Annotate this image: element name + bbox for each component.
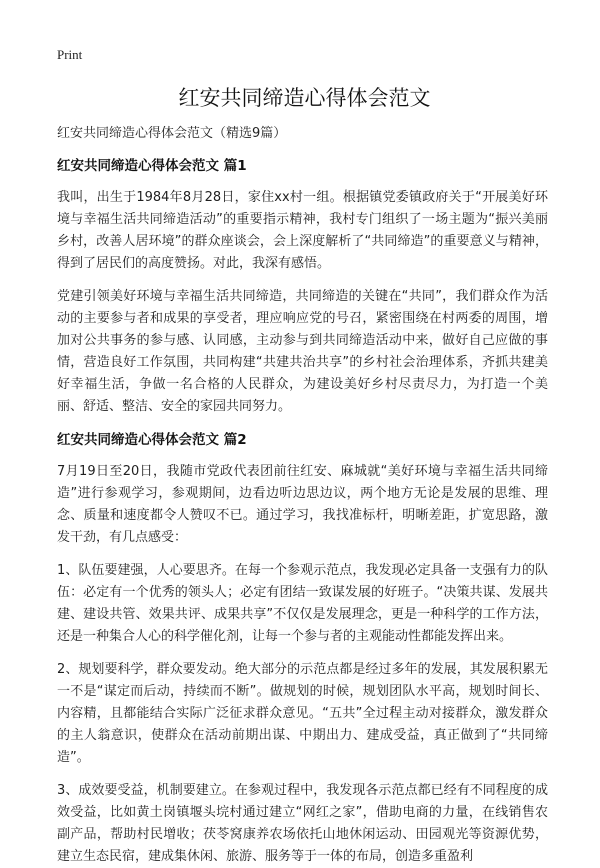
paragraph: 2、规划要科学，群众要发动。绝大部分的示范点都是经过多年的发展，其发展积累无一不是“谋定而后动，持续而不断”。做规划的时候，规划团队水平高，规划时间长、内容精，且都能结合实际广泛征求群众意见。“五共”全过程主动对接群众，激发群众的主人翁意识，使群众在活动前期出谋、中期出力、建成受益，真正做到了“共同缔造”。 <box>57 662 548 765</box>
section-heading: 红安共同缔造心得体会范文 篇2 <box>57 432 247 448</box>
paragraph: 7月19日至20日，我随市党政代表团前往红安、麻城就“美好环境与幸福生活共同缔造”进行参观学习，参观期间，边看边听边思边议，两个地方无论是发展的思维、理念、质量和速度都令人赞叹不已。通过学习，我找准标杆，明晰差距，扩宽思路，激发干劲，有几点感受： <box>57 464 548 545</box>
section-2 <box>57 430 548 868</box>
paragraph: 3、成效要受益，机制要建立。在参观过程中，我发现各示范点都已经有不同程度的成效受益，比如黄土岗镇堰头垸村通过建立“网红之家”，借助电商的力量，在线销售农副产品，帮助村民增收；茯苓窝康养农场依托山地休闲运动、田园观光等资源优势，建立生态民宿，建成集休闲、旅游、服务等于一体的布局，创造多重盈利 <box>57 783 548 864</box>
paragraph: 党建引领美好环境与幸福生活共同缔造，共同缔造的关键在“共同”，我们群众作为活动的主要参与者和成果的享受者，理应响应党的号召，紧密围绕在村两委的周围，增加对公共事务的参与感、认同感，主动参与到共同缔造活动中来，做好自己应做的事情，营造良好工作氛围，共同构建“共建共治共享”的乡村社会治理体系，齐抓共建美好幸福生活，争做一名合格的人民群众，为建设美好乡村尽责尽力，为打造一个美丽、舒适、整洁、安全的家园共同努力。 <box>57 289 548 414</box>
paragraph: 我叫，出生于1984年8月28日，家住xx村一组。根据镇党委镇政府关于“开展美好环境与幸福生活共同缔造活动”的重要指示精神，我村专门组织了一场主题为“振兴美丽乡村，改善人居环境”的群众座谈会，会上深度解析了“共同缔造”的重要意义与精神，得到了居民们的高度赞扬。对此，我深有感悟。 <box>57 190 548 271</box>
section-heading: 红安共同缔造心得体会范文 篇1 <box>57 158 247 174</box>
print-label: Print <box>57 47 83 62</box>
paragraph: 1、队伍要建强，人心要思齐。在每一个参观示范点，我发现必定具备一支强有力的队伍：必定有一个优秀的领头人；必定有团结一致谋发展的好班子。“决策共谋、发展共建、建设共管、效果共评、成果共享”不仅仅是发展理念，更是一种科学的工作方法，还是一种集合人心的科学催化剂，让每一个参与者的主观能动性都能发挥出来。 <box>57 563 548 644</box>
section-1 <box>57 156 548 418</box>
document-subtitle: 红安共同缔造心得体会范文（精选9篇） <box>57 126 287 141</box>
document-title: 红安共同缔造心得体会范文 <box>178 86 431 110</box>
